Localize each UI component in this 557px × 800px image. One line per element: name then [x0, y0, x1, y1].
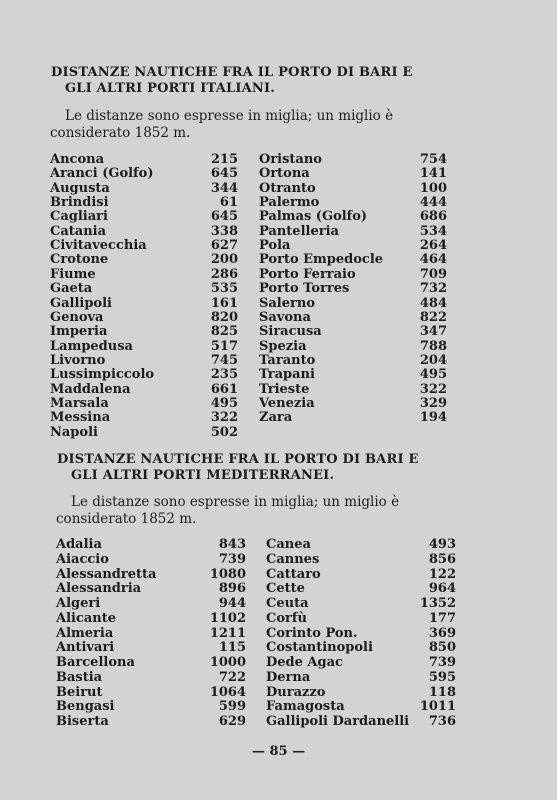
- distance-value: 739: [428, 655, 456, 670]
- port-name: Crotone: [50, 252, 109, 268]
- port-name: Durazzo: [266, 684, 326, 700]
- distance-value: 493: [428, 537, 456, 552]
- distance-value: 1102: [209, 610, 246, 626]
- table-row: [266, 640, 456, 655]
- distance-value: 732: [419, 281, 447, 297]
- section2-title-line2: GLI ALTRI PORTI MEDITERRANEI.: [71, 468, 335, 483]
- port-name: Ortona: [259, 166, 310, 182]
- port-name: Costantinopoli: [266, 640, 373, 656]
- port-name: Alessandria: [56, 581, 142, 597]
- port-name: Augusta: [50, 180, 110, 196]
- port-name: Ancona: [50, 152, 104, 167]
- table-row: [266, 699, 456, 714]
- distance-value: 896: [218, 581, 246, 597]
- port-name: Cagliari: [50, 209, 108, 225]
- table-row: [56, 699, 246, 714]
- distance-value: 495: [419, 367, 447, 383]
- port-name: Trieste: [259, 381, 310, 397]
- distance-value: 444: [419, 195, 447, 211]
- port-name: Palermo: [259, 195, 320, 211]
- distance-value: 686: [419, 209, 447, 225]
- distance-value: 944: [218, 596, 246, 611]
- distance-value: 661: [210, 381, 238, 397]
- distance-value: 517: [210, 338, 238, 354]
- distance-value: 484: [419, 295, 447, 311]
- port-name: Famagosta: [266, 699, 345, 715]
- distance-value: 286: [210, 266, 238, 282]
- distance-value: 1352: [419, 596, 456, 611]
- distance-value: 843: [218, 537, 246, 552]
- distance-value: 856: [428, 551, 456, 567]
- table-row: [56, 670, 246, 685]
- distance-value: 61: [219, 195, 238, 211]
- distance-value: 141: [419, 166, 447, 182]
- port-name: Algeri: [56, 596, 101, 611]
- distance-value: 709: [419, 266, 447, 282]
- port-name: Beirut: [56, 684, 103, 700]
- table-row: [56, 611, 246, 626]
- distance-value: 502: [210, 424, 238, 440]
- distance-value: 535: [210, 281, 238, 297]
- distance-value: 347: [419, 324, 447, 340]
- port-name: Porto Empedocle: [259, 252, 384, 268]
- port-name: Messina: [50, 410, 111, 426]
- table-row: [56, 685, 246, 700]
- port-name: Biserta: [56, 714, 109, 729]
- port-name: Trapani: [259, 367, 315, 383]
- port-name: Porto Torres: [259, 281, 350, 297]
- port-name: Corfù: [266, 610, 307, 626]
- distance-value: 1211: [209, 625, 246, 641]
- distance-value: 754: [419, 152, 447, 167]
- distance-value: 464: [419, 252, 447, 268]
- port-name: Pola: [259, 238, 291, 254]
- port-name: Cannes: [266, 551, 320, 567]
- distance-value: 215: [210, 152, 238, 167]
- port-name: Adalia: [56, 537, 102, 552]
- table-row: [56, 640, 246, 655]
- port-name: Maddalena: [50, 381, 131, 397]
- distance-value: 745: [210, 352, 238, 368]
- distance-value: 177: [428, 610, 456, 626]
- table-row: [56, 655, 246, 670]
- distance-value: 739: [218, 551, 246, 567]
- distance-value: 1000: [209, 655, 246, 670]
- table-row: [56, 537, 246, 552]
- port-name: Otranto: [259, 180, 316, 196]
- port-name: Cette: [266, 581, 305, 597]
- port-name: Gallipoli Dardanelli: [266, 714, 410, 729]
- port-name: Savona: [259, 309, 311, 325]
- port-name: Taranto: [259, 352, 316, 368]
- distance-value: 322: [210, 410, 238, 426]
- distance-value: 822: [419, 309, 447, 325]
- distance-value: 100: [419, 180, 447, 196]
- table-row: [266, 567, 456, 582]
- port-name: Spezia: [259, 338, 307, 354]
- port-name: Pantelleria: [259, 223, 339, 239]
- table-row: [56, 552, 246, 567]
- distance-value: 627: [210, 238, 238, 254]
- distance-value: 736: [428, 714, 456, 729]
- distance-value: 595: [428, 669, 456, 685]
- distance-value: 204: [419, 352, 447, 368]
- port-name: Alessandretta: [56, 566, 157, 582]
- port-name: Alicante: [56, 610, 117, 626]
- port-name: Fiume: [50, 266, 96, 282]
- distance-value: 820: [210, 309, 238, 325]
- distance-value: 264: [419, 238, 447, 254]
- port-name: Bengasi: [56, 699, 115, 715]
- distance-value: 338: [210, 223, 238, 239]
- port-name: Brindisi: [50, 195, 109, 211]
- section2-note-line1: Le distanze sono espresse in miglia; un miglio è: [71, 494, 400, 510]
- distance-value: 115: [218, 640, 246, 656]
- table-row: [266, 670, 456, 685]
- port-name: Venezia: [259, 395, 315, 411]
- table-row: [266, 552, 456, 567]
- section2-table-right: [266, 0, 456, 740]
- distance-value: 645: [210, 166, 238, 182]
- table-row: [56, 596, 246, 611]
- port-name: Aiaccio: [56, 551, 109, 567]
- section1-note-line2: considerato 1852 m.: [50, 125, 191, 141]
- section1-title-line2: GLI ALTRI PORTI ITALIANI.: [65, 81, 275, 96]
- distance-value: 534: [419, 223, 447, 239]
- port-name: Dede Agac: [266, 655, 343, 670]
- distance-value: 495: [210, 395, 238, 411]
- table-row: [266, 655, 456, 670]
- port-name: Barcellona: [56, 655, 135, 670]
- distance-value: 645: [210, 209, 238, 225]
- port-name: Ceuta: [266, 596, 309, 611]
- port-name: Canea: [266, 537, 311, 552]
- port-name: Corinto Pon.: [266, 625, 358, 641]
- distance-value: 825: [210, 324, 238, 340]
- port-name: Lampedusa: [50, 338, 133, 354]
- port-name: Oristano: [259, 152, 322, 167]
- distance-value: 629: [218, 714, 246, 729]
- port-name: Almeria: [56, 625, 114, 641]
- distance-value: 964: [428, 581, 456, 597]
- port-name: Genova: [50, 309, 104, 325]
- port-name: Napoli: [50, 424, 98, 440]
- port-name: Salerno: [259, 295, 315, 311]
- distance-value: 1011: [419, 699, 456, 715]
- port-name: Lussimpiccolo: [50, 367, 155, 383]
- port-name: Siracusa: [259, 324, 322, 340]
- page-number: — 85 —: [251, 744, 306, 759]
- port-name: Civitavecchia: [50, 238, 147, 254]
- table-row: [266, 626, 456, 641]
- table-row: [56, 567, 246, 582]
- distance-value: 722: [218, 669, 246, 685]
- section2-table-left: [56, 0, 246, 740]
- table-row: [266, 596, 456, 611]
- port-name: Marsala: [50, 395, 109, 411]
- table-row: [266, 611, 456, 626]
- port-name: Gallipoli: [50, 295, 112, 311]
- port-name: Antivari: [56, 640, 115, 656]
- table-row: [266, 714, 456, 729]
- port-name: Palmas (Golfo): [259, 209, 368, 225]
- port-name: Cattaro: [266, 566, 321, 582]
- distance-value: 1064: [209, 684, 246, 700]
- port-name: Imperia: [50, 324, 108, 340]
- table-row: [266, 537, 456, 552]
- port-name: Catania: [50, 223, 107, 239]
- distance-value: 369: [428, 625, 456, 641]
- distance-value: 235: [210, 367, 238, 383]
- section2-title-line1: DISTANZE NAUTICHE FRA IL PORTO DI BARI E: [57, 452, 419, 467]
- table-row: [56, 714, 246, 729]
- distance-value: 118: [428, 684, 456, 700]
- port-name: Zara: [259, 410, 293, 426]
- section1-note-line1: Le distanze sono espresse in miglia; un miglio è: [65, 108, 394, 124]
- port-name: Bastia: [56, 669, 103, 685]
- distance-value: 194: [419, 410, 447, 426]
- port-name: Aranci (Golfo): [50, 166, 154, 182]
- table-row: [266, 581, 456, 596]
- table-row: [56, 626, 246, 641]
- distance-value: 850: [428, 640, 456, 656]
- distance-value: 788: [419, 338, 447, 354]
- port-name: Porto Ferraio: [259, 266, 356, 282]
- table-row: [266, 685, 456, 700]
- distance-value: 122: [428, 566, 456, 582]
- distance-value: 161: [210, 295, 238, 311]
- section1-title-line1: DISTANZE NAUTICHE FRA IL PORTO DI BARI E: [51, 65, 413, 80]
- distance-value: 1080: [209, 566, 246, 582]
- table-row: [56, 581, 246, 596]
- distance-value: 599: [218, 699, 246, 715]
- section2-note-line2: considerato 1852 m.: [56, 511, 197, 527]
- distance-value: 200: [210, 252, 238, 268]
- distance-value: 344: [210, 180, 238, 196]
- distance-value: 322: [419, 381, 447, 397]
- port-name: Livorno: [50, 352, 106, 368]
- distance-value: 329: [419, 395, 447, 411]
- port-name: Derna: [266, 669, 311, 685]
- port-name: Gaeta: [50, 281, 93, 297]
